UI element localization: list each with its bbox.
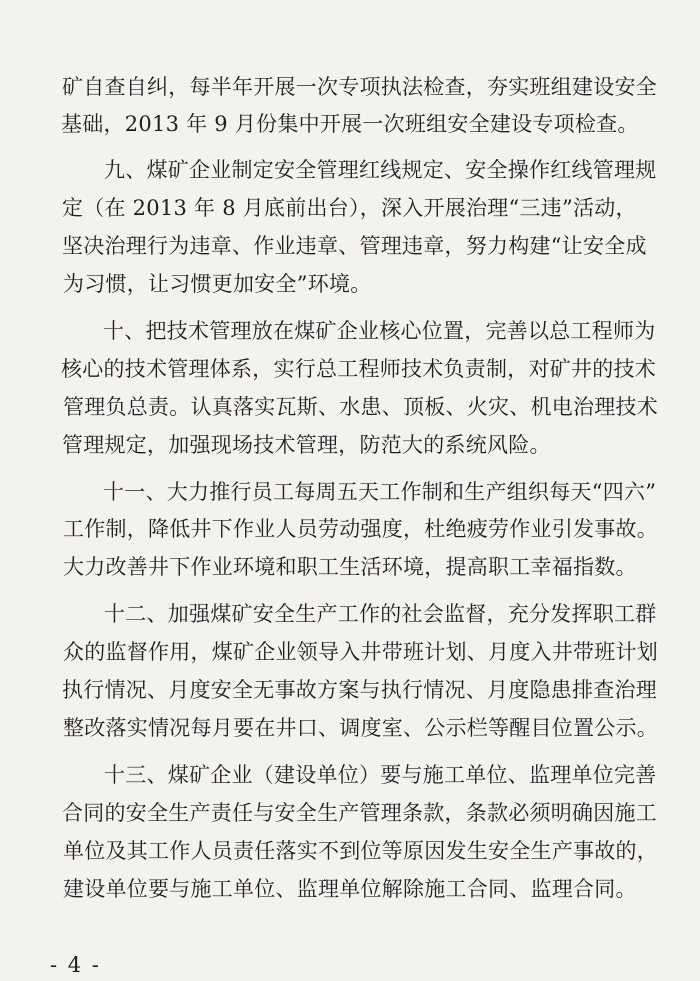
text-line-6: 为习惯，让习惯更加安全”环境。: [63, 272, 372, 296]
text-line-13: 大力改善井下作业环境和职工生活环境，提高职工幸福指数。: [63, 555, 637, 579]
text-line-1: 矿自查自纠，每半年开展一次专项执法检查，夯实班组建设安全: [62, 75, 657, 99]
text-line-9: 管理负总责。认真落实瓦斯、水患、顶板、火灾、机电治理技术: [63, 395, 658, 419]
text-line-11: 十一、大力推行员工每周五天工作制和生产组织每天“四六”: [103, 480, 657, 504]
text-line-17: 整改落实情况每月要在井口、调度室、公示栏等醒目位置公示。: [63, 716, 658, 740]
page-number: - 4 -: [50, 953, 101, 977]
text-line-7: 十、把技术管理放在煤矿企业核心位置，完善以总工程师为: [103, 319, 656, 343]
text-line-8: 核心的技术管理体系，实行总工程师技术负责制，对矿井的技术: [61, 357, 656, 381]
text-line-2: 基础，2013 年 9 月份集中开展一次班组安全建设专项检查。: [61, 112, 639, 136]
text-line-16: 执行情况、月度安全无事故方案与执行情况、月度隐患排查治理: [62, 678, 657, 702]
text-line-14: 十二、加强煤矿安全生产工作的社会监督，充分发挥职工群: [104, 602, 657, 626]
text-line-5: 坚决治理行为违章、作业违章、管理违章，努力构建“让安全成: [62, 234, 647, 258]
text-line-15: 众的监督作用，煤矿企业领导入井带班计划、月度入井带班计划: [63, 640, 658, 664]
text-line-19: 合同的安全生产责任与安全生产管理条款，条款必须明确因施工: [62, 801, 657, 825]
text-line-4: 定（在 2013 年 8 月底前出台），深入开展治理“三违”活动，: [62, 196, 637, 220]
text-line-20: 单位及其工作人员责任落实不到位等原因发生安全生产事故的，: [63, 839, 658, 863]
text-line-18: 十三、煤矿企业（建设单位）要与施工单位、监理单位完善: [104, 763, 657, 787]
text-line-10: 管理规定，加强现场技术管理，防范大的系统风险。: [62, 433, 551, 457]
text-line-21: 建设单位要与施工单位、监理单位解除施工合同、监理合同。: [63, 877, 637, 901]
text-line-12: 工作制，降低井下作业人员劳动强度，杜绝疲劳作业引发事故。: [63, 517, 658, 541]
text-line-3: 九、煤矿企业制定安全管理红线规定、安全操作红线管理规: [104, 158, 657, 182]
